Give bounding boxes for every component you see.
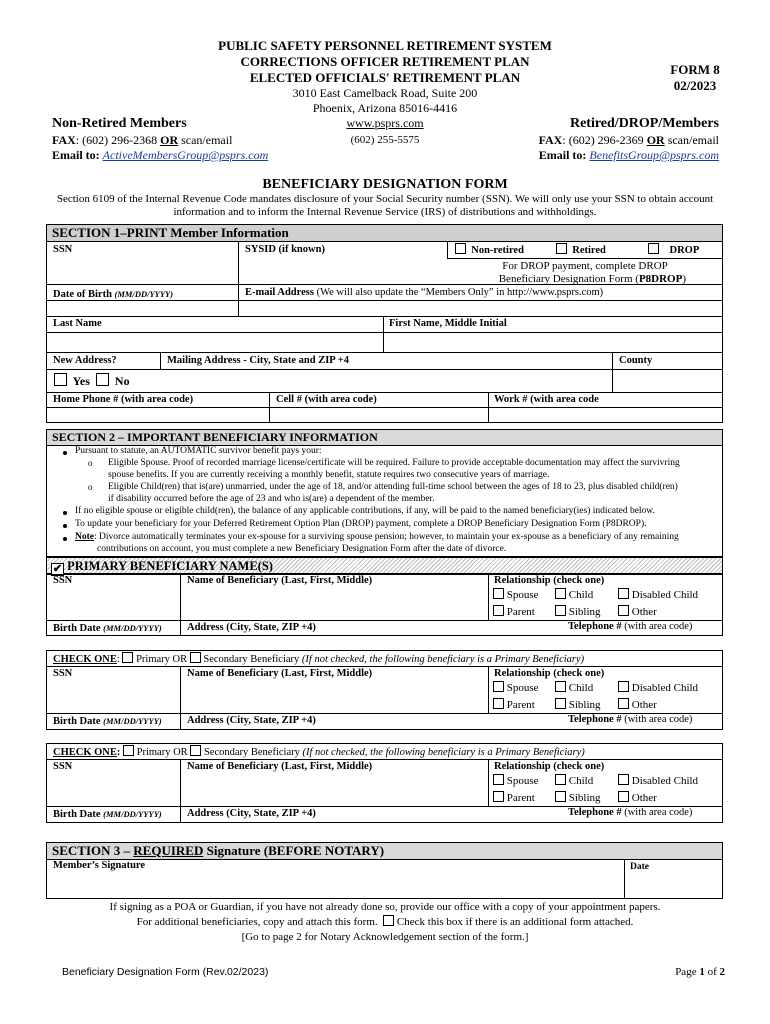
mailing-address-input[interactable]: [162, 370, 611, 391]
form-number: FORM 8: [670, 62, 720, 77]
bene2-ssn-label: SSN: [53, 668, 73, 679]
email-label: E-mail Address (We will also update the “Members Only” in http://www.psprs.com): [245, 287, 604, 298]
no-label: No: [114, 374, 130, 388]
bene2-disabled-child-checkbox[interactable]: [618, 681, 629, 692]
bene2-birth-label: Birth Date (MM/DD/YYYY): [53, 716, 162, 727]
info-bullet-2: If no eligible spouse or eligible child(ren), the balance of any applicable contributions, if any, will be paid to the named beneficiary(ies) indicated below.: [75, 506, 655, 516]
drop-checkbox[interactable]: [648, 243, 659, 254]
bene3-birth-label: Birth Date (MM/DD/YYYY): [53, 809, 162, 820]
bene3-relationship-label: Relationship (check one): [494, 761, 605, 772]
info-sub-2b: if disability occurred before the age of 23 and who is(are) a dependent of the member.: [108, 494, 435, 504]
home-phone-label: Home Phone # (with area code): [53, 394, 194, 405]
bene2-telephone-label: Telephone # (with area code): [568, 714, 693, 725]
bene3-primary-checkbox[interactable]: [123, 745, 134, 756]
bene3-parent-checkbox[interactable]: [493, 791, 504, 802]
page2-note: [Go to page 2 for Notary Acknowledgement section of the form.]: [241, 931, 529, 943]
county-label: County: [619, 355, 653, 366]
county-input[interactable]: [614, 370, 722, 391]
new-address-label: New Address?: [53, 355, 117, 366]
address-line1: 3010 East Camelback Road, Suite 200: [292, 86, 478, 100]
date-label: Date: [630, 862, 649, 872]
info-sub-1a: Eligible Spouse. Proof of recorded marriage license/certificate will be required. Failure to provide acceptable documentation may affect the survivring: [108, 458, 680, 468]
retired-email: Email to: BenefitsGroup@psprs.com: [538, 148, 719, 162]
bene1-name-input[interactable]: [182, 588, 487, 619]
member-ssn-input[interactable]: [47, 258, 237, 283]
bene3-name-label: Name of Beneficiary (Last, First, Middle): [187, 761, 373, 772]
sysid-label: SYSID (if known): [245, 244, 325, 255]
bene2-secondary-checkbox[interactable]: [190, 652, 201, 663]
last-name-label: Last Name: [53, 318, 102, 329]
bene2-other-checkbox[interactable]: [618, 698, 629, 709]
mailing-address-label: Mailing Address - City, State and ZIP +4: [167, 355, 349, 366]
bene2-relationship-label: Relationship (check one): [494, 668, 605, 679]
signature-label: Member’s Signature: [53, 860, 146, 871]
additional-beneficiaries-note: For additional beneficiaries, copy and attach this form. Check this box if there is an additional form attached.: [136, 916, 634, 928]
bene1-relationship-label: Relationship (check one): [494, 575, 605, 586]
ssn-label: SSN: [53, 244, 73, 255]
active-members-email-link[interactable]: ActiveMembersGroup@psprs.com: [102, 148, 269, 162]
section1-header: SECTION 1–PRINT Member Information: [46, 224, 723, 241]
info-bullet-4b: contributions on account, you must complete a new Beneficiary Designation Form after the date of divorce.: [97, 544, 507, 554]
bene1-child-checkbox[interactable]: [555, 588, 566, 599]
intro-line1: Section 6109 of the Internal Revenue Code mandates disclosure of your Social Security number (SSN). We will only use your SSN to obtain account: [56, 193, 714, 205]
main-phone: (602) 255-5575: [350, 134, 420, 146]
member-email-input[interactable]: [240, 301, 722, 315]
last-name-input[interactable]: [47, 333, 382, 351]
yes-label: Yes: [72, 374, 90, 388]
bene3-child-checkbox[interactable]: [555, 774, 566, 785]
org-name-line2: CORRECTIONS OFFICER RETIREMENT PLAN: [240, 54, 530, 69]
bene1-spouse-checkbox[interactable]: [493, 588, 504, 599]
member-dob-input[interactable]: [47, 301, 237, 315]
section3-header: SECTION 3 – REQUIRED Signature (BEFORE NOTARY): [46, 842, 723, 859]
bene3-address-label: Address (City, State, ZIP +4): [187, 808, 316, 819]
new-address-no-checkbox[interactable]: [96, 373, 109, 386]
signature-date-field[interactable]: [626, 873, 721, 897]
bene3-telephone-label: Telephone # (with area code): [568, 807, 693, 818]
bene1-other-checkbox[interactable]: [618, 605, 629, 616]
bene3-name-input[interactable]: [182, 774, 487, 805]
bene1-telephone-label: Telephone # (with area code): [568, 621, 693, 632]
non-retired-label: Non-retired: [471, 245, 524, 256]
bene1-address-label: Address (City, State, ZIP +4): [187, 622, 316, 633]
bene3-check-one: CHECK ONE: Primary OR Secondary Beneficiary (If not checked, the following beneficiary is a Primary Beneficiary): [53, 747, 585, 758]
additional-form-checkbox[interactable]: [383, 915, 394, 926]
website-link[interactable]: www.psprs.com: [346, 116, 424, 130]
address-line2: Phoenix, Arizona 85016-4416: [312, 101, 458, 115]
bene1-birth-label: Birth Date (MM/DD/YYYY): [53, 623, 162, 634]
bene3-secondary-checkbox[interactable]: [190, 745, 201, 756]
section2-header: SECTION 2 – IMPORTANT BENEFICIARY INFORMATION: [46, 429, 723, 445]
first-name-label: First Name, Middle Initial: [389, 318, 507, 329]
bene2-sibling-checkbox[interactable]: [555, 698, 566, 709]
form-title: BENEFICIARY DESIGNATION FORM: [262, 177, 508, 192]
bene3-ssn-label: SSN: [53, 761, 73, 772]
retired-title: Retired/DROP/Members: [569, 116, 719, 131]
bene2-name-label: Name of Beneficiary (Last, First, Middle): [187, 668, 373, 679]
bene3-disabled-child-checkbox[interactable]: [618, 774, 629, 785]
info-bullet-1: Pursuant to statute, an AUTOMATIC survivor benefit pays your:: [75, 446, 322, 456]
bene2-check-one: CHECK ONE: Primary OR Secondary Beneficiary (If not checked, the following beneficiary is a Primary Beneficiary): [53, 654, 585, 665]
new-address-yes-checkbox[interactable]: [54, 373, 67, 386]
drop-note-line2: Beneficiary Designation Form (P8DROP): [498, 273, 686, 285]
work-phone-input[interactable]: [490, 408, 722, 422]
benefits-group-email-link[interactable]: BenefitsGroup@psprs.com: [589, 148, 719, 162]
non-retired-fax: FAX: (602) 296-2368 OR scan/email: [52, 133, 233, 147]
poa-note: If signing as a POA or Guardian, if you have not already done so, provide our office with a copy of your appointment papers.: [109, 901, 661, 913]
primary-check-icon: ✔: [52, 563, 63, 575]
first-name-input[interactable]: [385, 333, 722, 351]
org-name-line1: PUBLIC SAFETY PERSONNEL RETIREMENT SYSTEM: [218, 38, 552, 53]
non-retired-email: Email to: ActiveMembersGroup@psprs.com: [52, 148, 269, 162]
bene2-name-input[interactable]: [182, 681, 487, 712]
member-signature-field[interactable]: [48, 873, 622, 897]
bene2-child-checkbox[interactable]: [555, 681, 566, 692]
bene2-primary-checkbox[interactable]: [122, 652, 133, 663]
dob-label: Date of Birth (MM/DD/YYYY): [53, 289, 174, 300]
info-sub-2a: Eligible Child(ren) that is(are) unmarried, under the age of 18, and/or attending full-time school between the ages of 18 to 23, plus disabled child(ren): [108, 482, 678, 492]
bene3-spouse-checkbox[interactable]: [493, 774, 504, 785]
retired-fax: FAX: (602) 296-2369 OR scan/email: [538, 133, 719, 147]
bene3-other-checkbox[interactable]: [618, 791, 629, 802]
info-sub-1b: spouse benefits. If you are currently receiving a monthly benefit, statute requires two consecutive years of marriage.: [108, 470, 550, 480]
cell-phone-input[interactable]: [271, 408, 487, 422]
info-bullet-4: Note: Divorce automatically terminates your ex-spouse for a surviving spouse pension; however, to maintain your ex-spouse as a beneficiary of any remaining: [75, 532, 679, 542]
cell-phone-label: Cell # (with area code): [276, 394, 377, 405]
sysid-input[interactable]: [240, 258, 445, 283]
non-retired-checkbox[interactable]: [455, 243, 466, 254]
bene1-parent-checkbox[interactable]: [493, 605, 504, 616]
info-bullet-3: To update your beneficiary for your Deferred Retirement Option Plan (DROP) payment, complete a DROP Beneficiary Designation Form (P8DROP).: [75, 519, 647, 529]
retired-label: Retired: [572, 245, 606, 256]
drop-label: DROP: [669, 245, 700, 256]
page-number: Page 1 of 2: [675, 966, 725, 978]
bene1-disabled-child-checkbox[interactable]: [618, 588, 629, 599]
bene1-sibling-checkbox[interactable]: [555, 605, 566, 616]
bene2-spouse-checkbox[interactable]: [493, 681, 504, 692]
org-name-line3: ELECTED OFFICIALS' RETIREMENT PLAN: [249, 70, 521, 85]
bene2-parent-checkbox[interactable]: [493, 698, 504, 709]
intro-line2: information and to inform the Internal Revenue Service (IRS) of distributions and withholdings.: [173, 206, 597, 218]
bene2-address-label: Address (City, State, ZIP +4): [187, 715, 316, 726]
bene3-sibling-checkbox[interactable]: [555, 791, 566, 802]
work-phone-label: Work # (with area code: [494, 394, 599, 405]
drop-note-line1: For DROP payment, complete DROP: [502, 260, 668, 272]
form-date: 02/2023: [673, 78, 717, 93]
primary-beneficiary-header: ✔ PRIMARY BENEFICIARY NAME(S): [46, 557, 723, 574]
bene1-ssn-label: SSN: [53, 575, 73, 586]
home-phone-input[interactable]: [47, 408, 268, 422]
retired-checkbox[interactable]: [556, 243, 567, 254]
bene1-name-label: Name of Beneficiary (Last, First, Middle): [187, 575, 373, 586]
non-retired-title: Non-Retired Members: [52, 116, 187, 131]
form-revision: Beneficiary Designation Form (Rev.02/2023): [62, 966, 269, 978]
